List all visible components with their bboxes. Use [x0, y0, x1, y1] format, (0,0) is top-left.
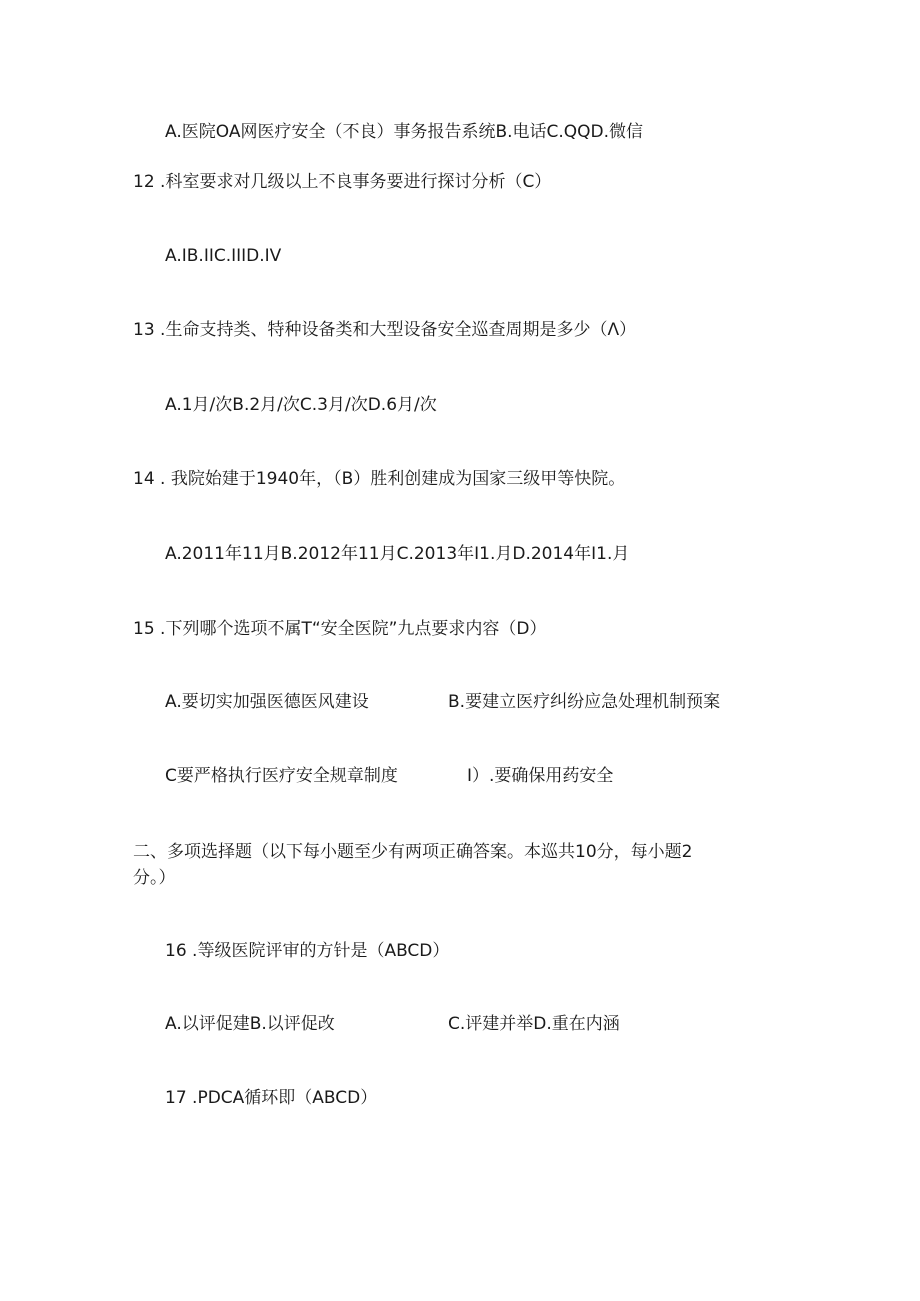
section-heading-line1: 二、多项选择题（以下每小题至少有两项正确答案。本巡共10分，每小题2 [133, 842, 693, 862]
q14-question: 14 . 我院始建于1940年，（B）胜利创建成为国家三级甲等快院。 [133, 469, 626, 489]
q13-options: A.1月/次B.2月/次C.3月/次D.6月/次 [165, 395, 437, 415]
q16-options-ab: A.以评促建B.以评促改 [165, 1014, 335, 1034]
q11-options: A.医院OA网医疗安全（不良）事务报告系统B.电话C.QQD.微信 [165, 122, 644, 142]
q13-question: 13 .生命支持类、特种设备类和大型设备安全巡查周期是多少（Λ） [133, 320, 637, 340]
q12-question: 12 .科室要求对几级以上不良事务要进行探讨分析（C） [133, 172, 552, 192]
q14-options: A.2011年11月B.2012年11月C.2013年I1.月D.2014年I1.月 [165, 544, 630, 564]
q15-option-c: C要严格执行医疗安全规章制度 [165, 766, 398, 786]
q12-options: A.IB.IIC.IIID.IV [165, 246, 282, 266]
q15-option-a: A.要切实加强医德医风建设 [165, 692, 369, 712]
q16-options-cd: C.评建并举D.重在内涵 [448, 1014, 620, 1034]
section-heading-line2: 分。） [133, 868, 176, 888]
q16-question: 16 .等级医院评审的方针是（ABCD） [165, 941, 450, 961]
q15-question: 15 .下列哪个选项不属T“安全医院”九点要求内容（D） [133, 619, 547, 639]
q15-option-b: B.要建立医疗纠纷应急处理机制预案 [448, 692, 721, 712]
q17-question: 17 .PDCA循环即（ABCD） [165, 1088, 378, 1108]
q15-option-d: I）.要确保用药安全 [467, 766, 614, 786]
